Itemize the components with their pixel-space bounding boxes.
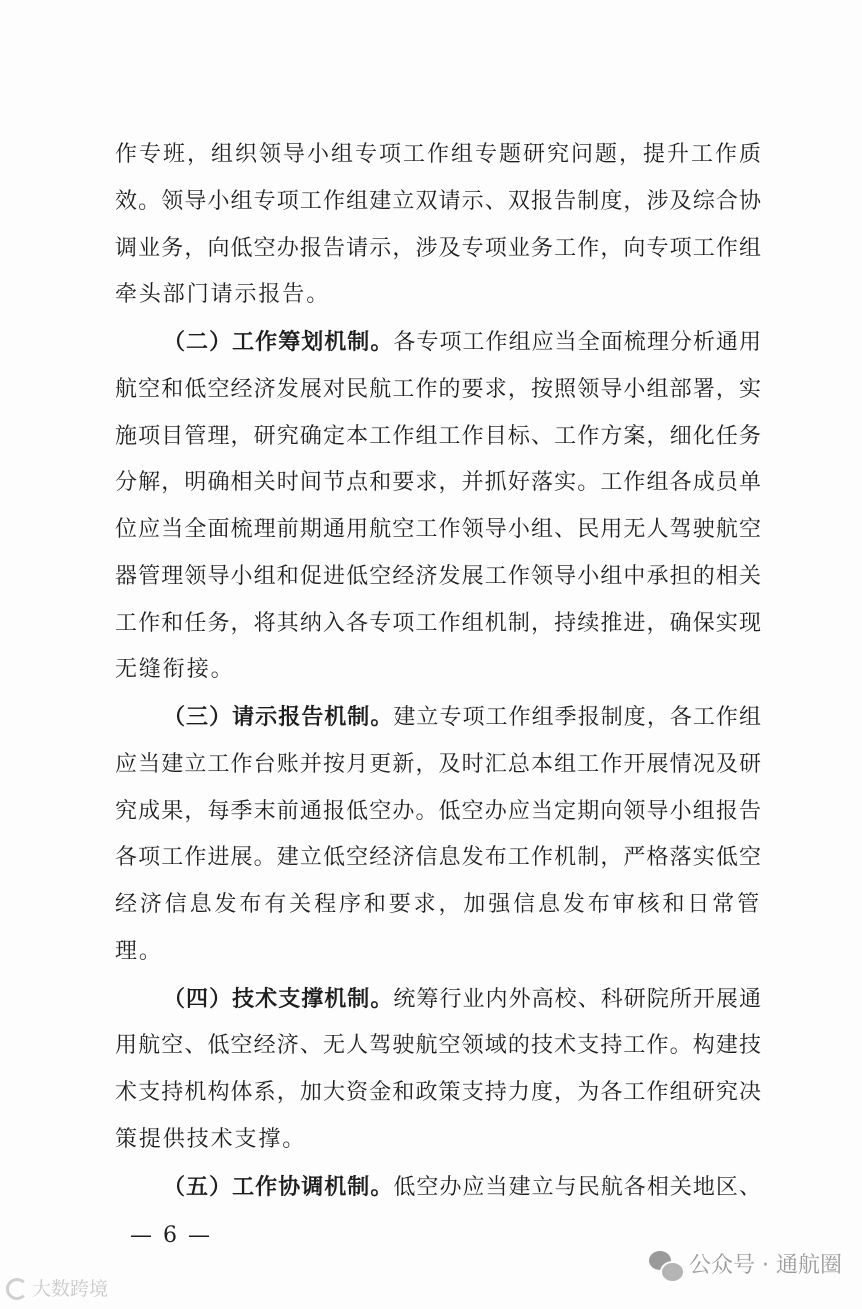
section-heading: （三）请示报告机制。 [163, 704, 394, 730]
line-text: 低空办应当建立与民航各相关地区、 [393, 1174, 761, 1200]
document-body [115, 132, 761, 1211]
watermark-right-text: 公众号 · 通航圈 [689, 1253, 842, 1279]
text-line: 牵头部门请示报告。 [115, 282, 331, 308]
footer [0, 1251, 862, 1309]
text-line [115, 976, 761, 1024]
text-line: 作专班，组织领导小组专项工作组专题研究问题，提升工作质 [115, 142, 761, 167]
wechat-icon [649, 1251, 681, 1281]
text-line: 策提供技术支撑。 [115, 1126, 307, 1152]
text-line: 术支持机构体系，加大资金和政策支持力度，为各工作组研究决 [115, 1080, 761, 1105]
text-line: 效。领导小组专项工作组建立双请示、双报告制度，涉及综合协 [115, 188, 761, 214]
paragraph [115, 1164, 761, 1212]
text-line [115, 1164, 761, 1212]
text-line: 无缝衔接。 [115, 657, 235, 683]
text-line [115, 319, 761, 367]
paragraph [115, 132, 761, 319]
line-text: 各专项工作组应当全面梳理分析通用 [393, 330, 761, 355]
text-line: 用航空、低空经济、无人驾驶航空领域的技术支持工作。构建技 [115, 1033, 761, 1059]
text-line: 航空和低空经济发展对民航工作的要求，按照领导小组部署，实 [115, 376, 761, 402]
text-line: 各项工作进展。建立低空经济信息发布工作机制，严格落实低空 [115, 845, 761, 871]
text-line: 分解，明确相关时间节点和要求，并抓好落实。工作组各成员单 [115, 470, 761, 496]
section-heading: （四）技术支撑机制。 [163, 985, 394, 1012]
text-line: 工作和任务，将其纳入各专项工作组机制，持续推进，确保实现 [115, 610, 761, 636]
watermark-left-text: 大数跨境 [32, 1278, 109, 1301]
paragraph [115, 976, 761, 1164]
brand-logo-icon [6, 1278, 28, 1300]
watermark-right [649, 1251, 842, 1281]
text-line [115, 694, 761, 742]
text-line: 调业务，向低空办报告请示，涉及专项业务工作，向专项工作组 [115, 235, 761, 261]
text-line: 究成果，每季末前通报低空办。低空办应当定期向领导小组报告 [115, 798, 761, 824]
text-line: 器管理领导小组和促进低空经济发展工作领导小组中承担的相关 [115, 563, 761, 589]
text-line: 施项目管理，研究确定本工作组工作目标、工作方案，细化任务 [115, 423, 761, 449]
text-line: 应当建立工作台账并按月更新，及时汇总本组工作开展情况及研 [115, 751, 761, 777]
line-text: 统筹行业内外高校、科研院所开展通 [393, 986, 761, 1012]
section-heading: （二）工作筹划机制。 [163, 329, 394, 355]
section-heading: （五）工作协调机制。 [163, 1173, 394, 1200]
text-line: 位应当全面梳理前期通用航空工作领导小组、民用无人驾驶航空 [115, 517, 761, 542]
paragraph [115, 319, 761, 694]
paragraph [115, 694, 761, 976]
text-line: 经济信息发布有关程序和要求，加强信息发布审核和日常管理。 [115, 892, 761, 964]
page-number: — 6 — [130, 1223, 212, 1249]
line-text: 建立专项工作组季报制度，各工作组 [393, 705, 761, 730]
watermark-left [6, 1277, 108, 1301]
